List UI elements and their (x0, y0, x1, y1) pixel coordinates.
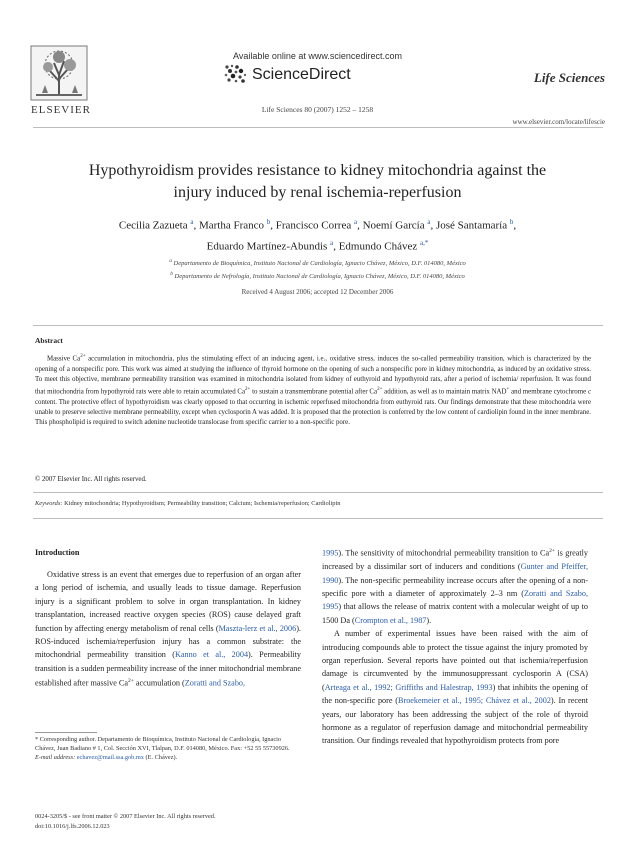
doi-link[interactable]: doi:10.1016/j.lfs.2006.12.023 (35, 822, 110, 830)
title-line: Hypothyroidism provides resistance to kidney mitochondria against the (88, 162, 547, 179)
email-link[interactable]: echavez@mail.ssa.gob.mx (76, 754, 144, 762)
affiliation-text: Departamento de Bioquímica, Instituto Nacional de Cardiología, Ignacio Chávez, México, D.F. 014080, México (173, 260, 466, 268)
affiliation-mark: b (170, 271, 173, 278)
affiliations (60, 256, 575, 282)
author-name[interactable]: Edmundo Chávez (338, 240, 418, 253)
keywords-divider (33, 492, 603, 493)
author-list (40, 214, 595, 255)
affiliation-mark[interactable]: a (330, 238, 334, 247)
header-divider (33, 127, 603, 128)
corresponding-author-footnote (35, 735, 301, 763)
footnote-text: * Corresponding author. Departamento de Bioquímica, Instituto Nacional de Cardiología, Ignacio Chávez, Juan Badiano # 1, Col. Sección XVI, Tlalpan, D.F. 014080, México. Fax: +52 55 55730926. (35, 736, 290, 753)
sciencedirect-wordmark: ScienceDirect (252, 66, 351, 83)
author-line: Eduardo Martínez-Abundis $^a$, Edmundo Chávez $^{a,*}$ (206, 238, 429, 253)
affiliation-mark[interactable]: a (190, 218, 194, 226)
author-name[interactable]: José Santamaría (435, 219, 508, 232)
author-name[interactable]: Martha Franco (198, 219, 265, 232)
section-heading-introduction: Introduction (35, 548, 80, 557)
keywords-list: Kidney mitochondria; Hypothyroidism; Permeability transition; Calcium; Ischemia/reperfusion; Cardiolipin (62, 500, 341, 507)
affiliation-text: Departamento de Nefrología, Instituto Nacional de Cardiología, Ignacio Chávez, México, D.F. 014080, México (174, 273, 465, 281)
author-name[interactable]: Cecilia Zazueta (118, 219, 188, 232)
left-column (35, 568, 301, 690)
front-matter-line: 0024-3205/$ - see front matter © 2007 Elsevier Inc. All rights reserved. (35, 813, 216, 820)
affiliation-mark[interactable]: a,* (419, 238, 429, 247)
citation-link[interactable]: Crompton et al., 1987 (354, 615, 427, 625)
citation-link[interactable]: 1995 (322, 548, 339, 558)
paragraph: A number of experimental issues have been raised with the aim of introducing compounds able to protect the tissue against the injury promoted by organ reperfusion. Several reports have pointed out that ischemia/reperfusion damage is circumvented by the immunosuppressant cyclosporin A (CSA) (Arteaga et al., 1992; Griffiths and Halestrap, 1993) that inhibits the opening of the non-specific pore (Broekemeier et al., 1995; Chávez et al., 2002). In recent years, our laboratory has been addressing the subject of the role of thyroid hormone as a regulator of reperfusion damage and mitochondrial permeability transition. Our findings revealed that hypothyroidism protects from pore (322, 629, 589, 746)
citation-link[interactable]: Zoratti and Szabo, (184, 678, 246, 688)
title-line: injury induced by renal ischemia-reperfusion (173, 184, 462, 201)
affiliation-mark: a (169, 258, 172, 264)
keywords-label: Keywords: (35, 500, 63, 507)
author-name[interactable]: Noemí García (362, 219, 425, 232)
citation-link[interactable]: Zoratti and Szabo, 1995 (322, 588, 588, 612)
paragraph: 1995). The sensitivity of mitochondrial permeability transition to $Ca^{2+}$ is greatly increased by a dissimilar sort of inducers and conditions (Gunter and Pfeiffer, 1990). The non-specific permeability increase occurs after the opening of a non-specific pore with a diameter of approximately 2–3 nm (Zoratti and Szabo, 1995) that allows the release of matrix content with a molecular weight of up to 1500 Da (Crompton et al., 1987). (322, 548, 588, 625)
available-online-text: Available online at www.sciencedirect.com (233, 51, 402, 61)
journal-name: Life Sciences (533, 70, 605, 85)
author-name[interactable]: Eduardo Martínez-Abundis (206, 240, 328, 253)
received-dates: Received 4 August 2006; accepted 12 December 2006 (241, 288, 394, 296)
citation-link[interactable]: Kanno et al., 2004 (174, 650, 249, 660)
page-footer (35, 812, 216, 832)
citation-link[interactable]: Arteaga et al., 1992; Griffiths and Halestrap, 1993 (324, 682, 493, 692)
affiliation-mark[interactable]: a (427, 218, 431, 226)
right-column (322, 545, 588, 748)
author-name[interactable]: Francisco Correa (275, 219, 352, 232)
article-title (50, 160, 585, 204)
affiliation-mark[interactable]: b (509, 218, 514, 226)
sciencedirect-dots-logo (222, 63, 248, 85)
citation-link[interactable]: Maszta-lerz et al., 2006 (218, 623, 297, 633)
affiliation (60, 269, 575, 282)
keywords (35, 500, 595, 507)
email-label: E-mail address: (35, 754, 76, 762)
citation-link[interactable]: Gunter and Pfeiffer, 1990 (322, 562, 588, 585)
journal-url[interactable]: www.elsevier.com/locate/lifescie (512, 118, 605, 126)
affiliation (60, 256, 575, 269)
body-divider (33, 518, 603, 519)
abstract-text: Massive $Ca^{2+}$ accumulation in mitochondria, plus the stimulating effect of an inducing agent, i.e., oxidative stress, induces the so-called permeability transition, which is characterized by the opening of a nonspecific pore. This work was aimed at studying the influence of thyroid hormone on the opening of such a nonspecific pore in kidney mitochondria, as induced by an oxidative stress. To meet this objective, membrane permeability transition was examined in mitochondria isolated from kidney of euthyroid and hypothyroid rats, after a period of ischemia/ reperfusion. It was found that mitochondria from hypothyroid rats were able to retain accumulated $Ca^{2+}$ to sustain a transmembrane potential after $Ca^{2+}$ addition, as well as to maintain matrix NAD+ and membrane cytochrome c content. The protective effect of hypothyroidism was clearly opposed to that occurring in ischemic reperfused mitochondria from euthyroid rats. Our findings demonstrate that these mitochondria were unable to preserve selective membrane permeability, except when cyclosporin A was added. It is proposed that the protection is conferred by the low content of cardiolipin found in the inner membrane. This phospholipid is required to switch adenine nucleotide translocase from specific carrier to a non-specific pore. (35, 354, 591, 427)
author-line: Cecilia Zazueta $^a$, Martha Franco $^b$, Francisco Correa $^a$, Noemí García $^a$, José Santamaría $^b$, (118, 218, 517, 232)
abstract-top-divider (33, 325, 603, 326)
abstract-heading: Abstract (35, 336, 63, 345)
copyright-notice: © 2007 Elsevier Inc. All rights reserved. (35, 476, 147, 483)
citation-link[interactable]: Broekemeier et al., 1995; Chávez et al., 2002 (398, 696, 551, 706)
affiliation-mark[interactable]: b (266, 218, 271, 226)
footnote-divider (35, 732, 97, 733)
affiliation-mark[interactable]: a (353, 218, 358, 226)
email-line: E-mail address: echavez@mail.ssa.gob.mx (E. Chávez). (35, 754, 178, 762)
journal-citation: Life Sciences 80 (2007) 1252 – 1258 (261, 105, 374, 114)
publisher-name: ELSEVIER (31, 104, 91, 116)
paragraph: Oxidative stress is an event that emerges due to reperfusion of an organ after a long period of ischemia, and usually leads to tissue damage. Reperfusion injury is a significant problem to solve in organ transplantation. In kidney transplantation, increased reactive oxygen species (ROS) cause delayed graft function by affecting energy metabolism of renal cells (Maszta-lerz et al., 2006). ROS-induced ischemia/reperfusion injury has a common substrate: the mitochondrial permeability transition (Kanno et al., 2004). Permeability transition is a sudden permeability increase of the inner mitochondrial membrane established after massive $Ca^{2+}$ accumulation (Zoratti and Szabo, (35, 570, 302, 688)
